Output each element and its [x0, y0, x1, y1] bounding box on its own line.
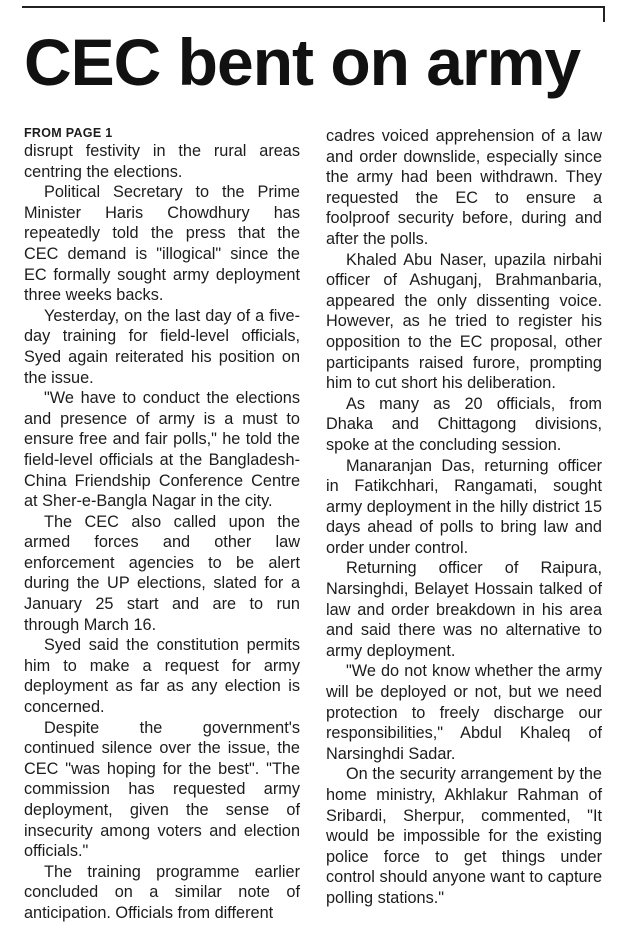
right-border-rule	[603, 6, 605, 22]
article-paragraph: Yesterday, on the last day of a five-day training for field-level officials, Syed again reiterated his position on the issue.	[24, 306, 300, 387]
left-column	[24, 126, 300, 924]
article-paragraph: Returning officer of Raipura, Narsinghdi, Belayet Hossain talked of law and order breakdown in his area and said there was no alternative to army deployment.	[326, 559, 602, 660]
article-paragraph: disrupt festivity in the rural areas centring the elections.	[24, 142, 300, 181]
article-paragraph: "We have to conduct the elections and presence of army is a must to ensure free and fair polls," he told the field-level officials at the Bangladesh-China Friendship Conference Centre at Sher-e-Bangla Nagar in the city.	[24, 389, 300, 511]
top-border-rule	[22, 6, 605, 8]
article-paragraph: As many as 20 officials, from Dhaka and Chittagong divisions, spoke at the concluding session.	[326, 394, 602, 454]
right-column	[326, 126, 602, 909]
article-paragraph: Manaranjan Das, returning officer in Fatikchhari, Rangamati, sought army deployment in the hilly district 15 days ahead of polls to bring law and order under control.	[326, 456, 602, 557]
continuation-kicker: FROM PAGE 1	[24, 126, 113, 140]
headline: CEC bent on army	[24, 25, 581, 99]
article-paragraph: On the security arrangement by the home ministry, Akhlakur Rahman of Sribardi, Sherpur, commented, "It would be impossible for the existing police force to get things under control should anyone want to capture polling stations."	[326, 765, 602, 907]
article-paragraph: "We do not know whether the army will be deployed or not, but we need protection to freely discharge our responsibilities," Abdul Khaleq of Narsinghdi Sadar.	[326, 662, 602, 763]
article-paragraph: Khaled Abu Naser, upazila nirbahi officer of Ashuganj, Brahmanbaria, appeared the only dissenting voice. However, as he tried to register his opposition to the EC proposal, other participants raised furore, prompting him to cut short his deliberation.	[326, 250, 602, 393]
article-paragraph: cadres voiced apprehension of a law and order downslide, especially since the army had been withdrawn. They requested the EC to ensure a foolproof security before, during and after the polls.	[326, 127, 602, 248]
article-paragraph: Syed said the constitution permits him to make a request for army deployment as far as any election is concerned.	[24, 636, 300, 717]
article-paragraph: Despite the government's continued silence over the issue, the CEC "was hoping for the best". "The commission has requested army deployment, given the sense of insecurity among voters and election officials."	[24, 718, 300, 861]
article-paragraph: The CEC also called upon the armed forces and other law enforcement agencies to be alert during the UP elections, slated for a January 25 start and are to run through March 16.	[24, 512, 300, 634]
article-paragraph: Political Secretary to the Prime Minister Haris Chowdhury has repeatedly told the press that the CEC demand is "illogical" since the EC formally sought army deployment three weeks backs.	[24, 183, 300, 305]
article-paragraph: The training programme earlier concluded on a similar note of anticipation. Officials from different	[24, 862, 300, 922]
